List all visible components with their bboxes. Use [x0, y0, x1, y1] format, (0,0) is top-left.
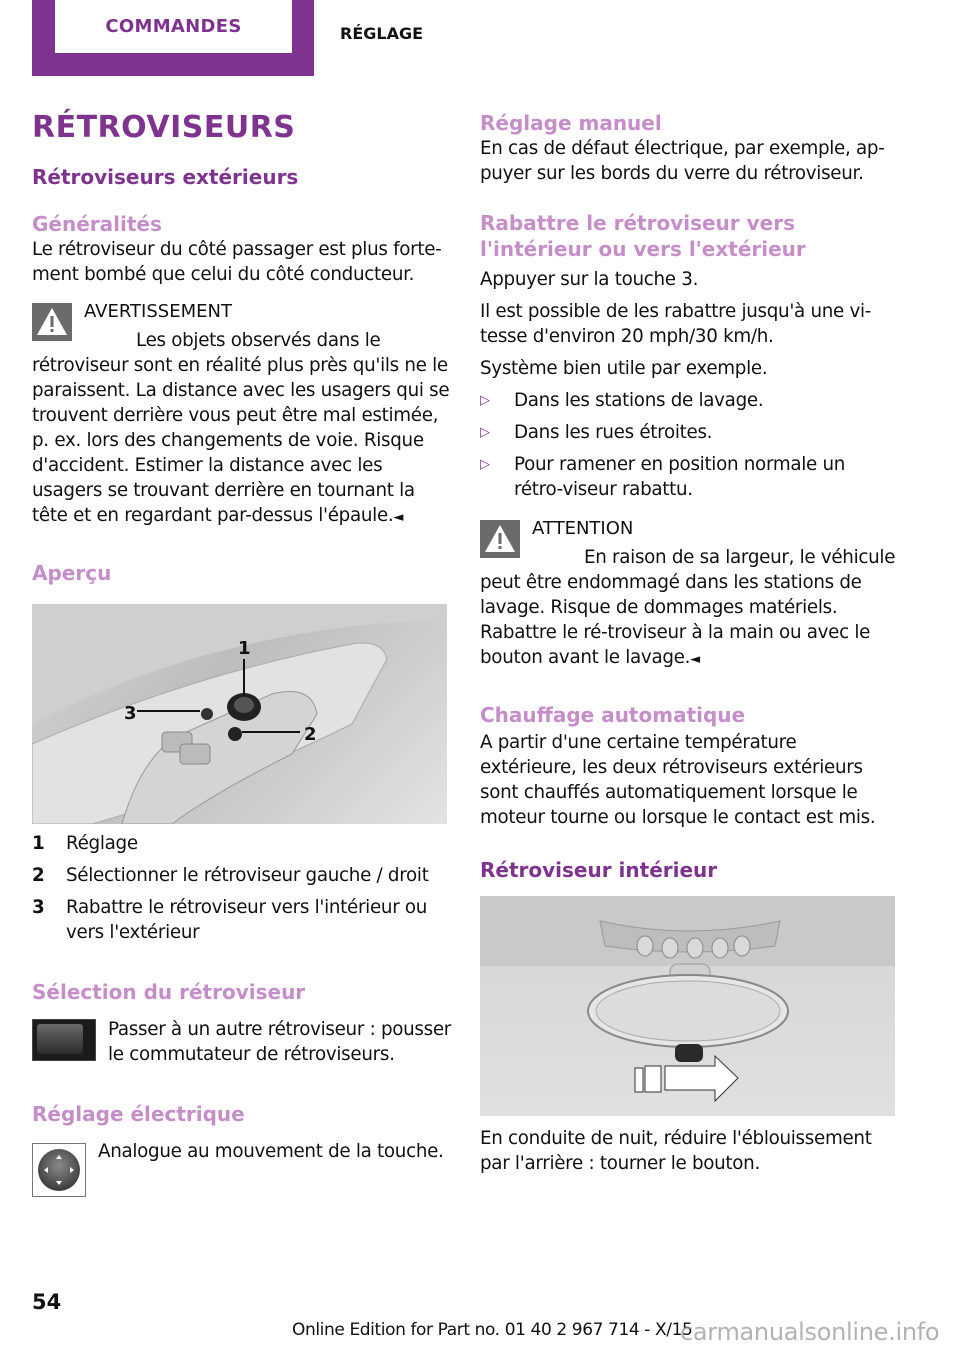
- door-switch-image: [32, 604, 447, 824]
- mirror-switch-icon: [32, 1019, 96, 1061]
- selection-text: Passer à un autre rétroviseur : pousser le commutateur de rétroviseurs.: [108, 1019, 452, 1065]
- electrique-row: [32, 1139, 452, 1197]
- chapter-tab-inner[interactable]: [55, 0, 292, 53]
- svg-text:2: 2: [304, 724, 317, 745]
- legend-item: 1 Réglage: [32, 833, 138, 854]
- warning-text: Les objets observés dans le rétroviseur sont en réalité plus près qu'ils ne le paraissent. La distance avec les usagers qui se trouvent derrière vous peut être mal estimée, p. ex. lors des changements de voie. Risque d'accident. Estimer la distance avec les usagers se trouvant derrière en tournant la tête et en regardant par-dessus l'épaule.: [32, 330, 450, 526]
- warning-triangle-icon: [480, 520, 520, 558]
- bullet-triangle-icon: ▷: [480, 425, 490, 440]
- rabattre-p1: Appuyer sur la touche 3.: [480, 269, 699, 290]
- chauffage-text: A partir d'une certaine température extérieure, les deux rétroviseurs extérieurs sont chauffés automatiquement lorsque le moteur tourne ou lorsque le contact est mis.: [480, 732, 876, 828]
- bullet-item: ▷ Pour ramener en position normale un rétro-viseur rabattu.: [480, 454, 846, 500]
- end-mark-icon: ◄: [690, 652, 700, 667]
- selection-row: [32, 1017, 452, 1067]
- attention-box: [480, 516, 898, 672]
- warning-triangle-icon: [32, 303, 72, 341]
- bullet-triangle-icon: ▷: [480, 457, 490, 472]
- heading-interieur: Rétroviseur intérieur: [480, 858, 718, 882]
- manuel-text: En cas de défaut électrique, par exemple, ap-puyer sur les bords du verre du rétroviseur.: [480, 138, 885, 184]
- warning-title: AVERTISSEMENT: [84, 301, 232, 322]
- section-tab-label[interactable]: RÉGLAGE: [340, 24, 424, 43]
- legend-list: [32, 831, 452, 945]
- svg-text:3: 3: [124, 703, 137, 724]
- end-mark-icon: ◄: [393, 510, 404, 525]
- left-column: [32, 110, 452, 1197]
- chapter-tab-label: COMMANDES: [105, 16, 242, 37]
- bullet-item: ▷ Dans les rues étroites.: [480, 422, 713, 443]
- attention-title: ATTENTION: [532, 518, 634, 539]
- bullet-triangle-icon: ▷: [480, 393, 490, 408]
- legend-item: 3 Rabattre le rétroviseur vers l'intérieur ou vers l'extérieur: [32, 897, 428, 943]
- heading-electrique: Réglage électrique: [32, 1102, 245, 1126]
- right-column: [480, 110, 898, 1176]
- interior-mirror-image: [480, 896, 895, 1116]
- page-title: RÉTROVISEURS: [32, 110, 296, 145]
- heading-generalites: Généralités: [32, 212, 162, 236]
- rabattre-p3: Système bien utile par exemple.: [480, 358, 768, 379]
- svg-text:1: 1: [238, 638, 251, 659]
- attention-text: En raison de sa largeur, le véhicule peut être endommagé dans les stations de lavage. Risque de dommages matériels. Rabattre le ré-troviseur à la main ou avec le bouton avant le lavage.: [480, 547, 896, 668]
- electrique-text: Analogue au mouvement de la touche.: [98, 1141, 444, 1162]
- interieur-text: En conduite de nuit, réduire l'éblouissement par l'arrière : tourner le bouton.: [480, 1128, 872, 1174]
- heading-rabattre: Rabattre le rétroviseur vers l'intérieur ou vers l'extérieur: [480, 211, 806, 261]
- watermark[interactable]: carmanualsonline.info: [680, 1318, 940, 1346]
- bullet-item: ▷ Dans les stations de lavage.: [480, 390, 764, 411]
- heading-manuel: Réglage manuel: [480, 111, 662, 135]
- legend-item: 2 Sélectionner le rétroviseur gauche / droit: [32, 865, 429, 886]
- heading-apercu: Aperçu: [32, 561, 112, 585]
- page-number: 54: [32, 1290, 62, 1314]
- direction-pad-icon: [32, 1143, 86, 1197]
- heading-chauffage: Chauffage automatique: [480, 703, 746, 727]
- generalites-text: Le rétroviseur du côté passager est plus forte-ment bombé que celui du côté conducteur.: [32, 239, 442, 285]
- warning-box: [32, 299, 452, 530]
- rabattre-p2: Il est possible de les rabattre jusqu'à une vi-tesse d'environ 20 mph/30 km/h.: [480, 301, 872, 347]
- heading-selection: Sélection du rétroviseur: [32, 980, 306, 1004]
- edition-text: Online Edition for Part no. 01 40 2 967 714 - X/15: [292, 1320, 693, 1340]
- section-heading-exterior: Rétroviseurs extérieurs: [32, 165, 299, 189]
